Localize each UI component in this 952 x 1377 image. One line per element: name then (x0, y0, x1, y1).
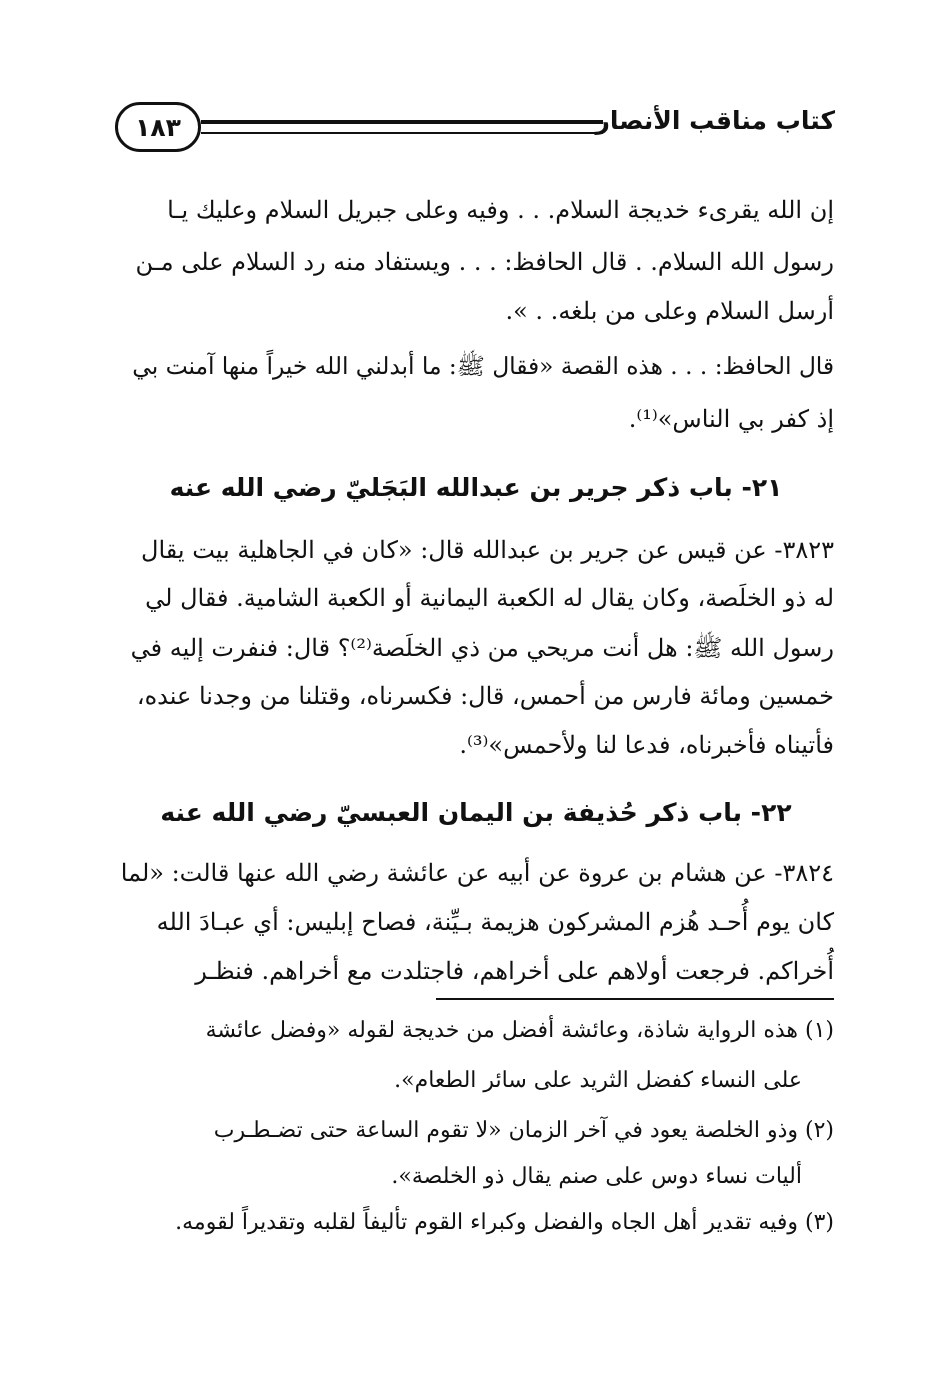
page-header (115, 98, 835, 158)
footnote-2: (٢) وذو الخلصة يعود في آخر الزمان «لا تقوم الساعة حتى تضـطـرب (213, 1118, 834, 1143)
header-rule (201, 120, 603, 134)
footnote-1: (١) هذه الرواية شاذة، وعائشة أفضل من خديجة لقوله «وفضل عائشة (205, 1018, 834, 1043)
section-21-line-4: خمسين ومائة فارس من أحمس، قال: فكسرناه، وقتلنا من وجدنا عنده، (136, 682, 834, 710)
footnote-2-cont: أليات نساء دوس على صنم يقال ذو الخلصة». (391, 1164, 802, 1189)
page-number: ١٨٣ (115, 102, 201, 152)
section-22-heading: ٢٢- باب ذكر حُذيفة بن اليمان العبسيّ رضي الله عنه (160, 798, 792, 827)
body-line-4: قال الحافظ: . . . هذه القصة «فقال ﷺ: ما أبدلني الله خيراً منها آمنت بي (132, 353, 834, 380)
section-21-line-5: فأتيناه فأخبرناه، فدعا لنا ولأحمس»⁽³⁾. (459, 731, 834, 759)
body-line-2: رسول الله السلام. . قال الحافظ: . . . ويستفاد منه رد السلام على مـن (135, 248, 834, 276)
body-line-1: إن الله يقرىء خديجة السلام. . . وفيه وعلى جبريل السلام وعليك يـا (167, 196, 834, 224)
section-21-line-2: له ذو الخلَصة، وكان يقال له الكعبة اليمانية أو الكعبة الشامية. فقال لي (145, 584, 834, 612)
footnote-1-cont: على النساء كفضل الثريد على سائر الطعام». (394, 1068, 802, 1093)
book-title: كتاب مناقب الأنصار (595, 106, 835, 135)
body-line-5: إذ كفر بي الناس»⁽¹⁾. (628, 405, 834, 433)
section-22-line-2: كان يوم أُحـد هُزم المشركون هزيمة بـيِّنة، فصاح إبليس: أي عبـادَ الله (156, 908, 834, 936)
section-22-line-3: أُخراكم. فرجعت أولاهم على أخراهم، فاجتلدت مع أخراهم. فنظـر (195, 957, 834, 985)
section-21-line-1: ٣٨٢٣- عن قيس عن جرير بن عبدالله قال: «كان في الجاهلية بيت يقال (141, 536, 834, 564)
section-21-heading: ٢١- باب ذكر جرير بن عبدالله البَجَليّ رضي الله عنه (169, 473, 783, 502)
body-line-3: أرسل السلام وعلى من بلغه. . ». (505, 297, 834, 325)
section-22-line-1: ٣٨٢٤- عن هشام بن عروة عن أبيه عن عائشة رضي الله عنها قالت: «لما (120, 859, 834, 887)
footnote-3: (٣) وفيه تقدير أهل الجاه والفضل وكبراء القوم تأليفاً لقلبه وتقديراً لقومه. (175, 1210, 834, 1235)
footnote-separator (436, 998, 834, 1000)
section-21-line-3: رسول الله ﷺ: هل أنت مريحي من ذي الخلَصة⁽²⁾؟ قال: فنفرت إليه في (130, 634, 834, 662)
